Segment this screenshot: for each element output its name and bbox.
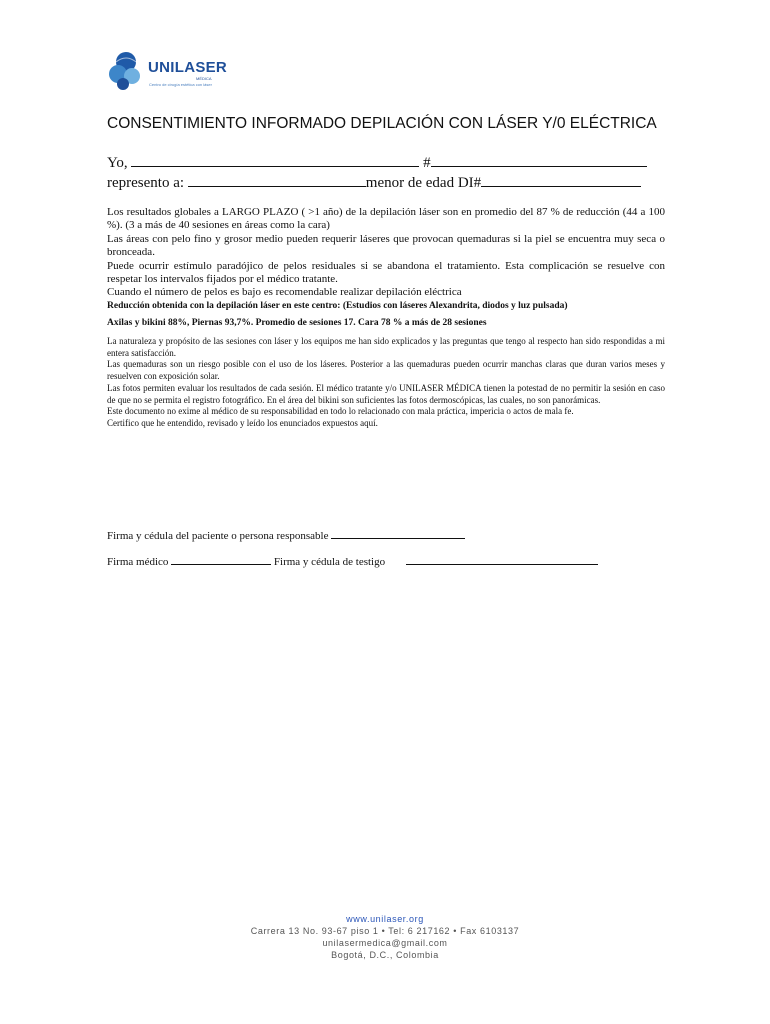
logo-sub: MÉDICA (196, 76, 212, 81)
menor-label: menor de edad DI# (365, 175, 482, 191)
paragraph-certify: Certifico que he entendido, revisado y leído los enunciados expuestos aquí. (107, 417, 378, 428)
consent-section (107, 336, 665, 430)
represento-label: represento a: (107, 175, 185, 191)
yo-label: Yo, (107, 155, 128, 171)
patient-id-field[interactable] (431, 152, 647, 167)
hash-label: # (423, 155, 431, 171)
represent-line (107, 172, 641, 192)
paragraph-liability: Este documento no exime al médico de su responsabilidad en todo lo relacionado con mala práctica, impericia o actos de mala fe. (107, 406, 574, 417)
stats-line: Axilas y bikini 88%, Piernas 93,7%. Promedio de sesiones 17. Cara 78 % a más de 28 sesiones (107, 318, 487, 328)
minor-name-field[interactable] (188, 172, 366, 187)
witness-signature-field[interactable] (406, 554, 598, 565)
footer-city: Bogotá, D.C., Colombia (331, 950, 439, 960)
footer-website-link[interactable]: www.unilaser.org (346, 914, 424, 924)
document-title: CONSENTIMIENTO INFORMADO DEPILACIÓN CON LÁSER Y/0 ELÉCTRICA (107, 115, 657, 132)
results-section (107, 206, 665, 313)
witness-signature-label: Firma y cédula de testigo (273, 556, 386, 568)
footer (0, 913, 770, 961)
paragraph-electric: Cuando el número de pelos es bajo es recomendable realizar depilación eléctrica (107, 286, 462, 299)
patient-signature-label: Firma y cédula del paciente o persona responsable (107, 530, 329, 542)
doctor-signature-field[interactable] (171, 554, 271, 565)
footer-address: Carrera 13 No. 93-67 piso 1 • Tel: 6 217162 • Fax 6103137 (250, 926, 520, 936)
globe-icon (106, 46, 150, 94)
paragraph-results: Los resultados globales a LARGO PLAZO ( >1 año) de la depilación láser son en promedio del 87 % de reducción (44 a 100 %). (3 a más de 40 sesiones en áreas como la cara) (107, 206, 665, 232)
footer-email: unilasermedica@gmail.com (322, 938, 448, 948)
minor-id-field[interactable] (481, 172, 641, 187)
patient-signature-field[interactable] (331, 528, 465, 539)
patient-name-field[interactable] (131, 152, 419, 167)
paragraph-reduction: Reducción obtenida con la depilación láser en este centro: (Estudios con láseres Alexandrita, diodos y luz pulsada) (107, 300, 568, 311)
logo-tagline: Centro de cirugía estética con láser (149, 82, 212, 87)
doctor-signature-line (107, 554, 598, 568)
patient-signature-line (107, 528, 465, 542)
paragraph-paradoxical: Puede ocurrir estímulo paradójico de pelos residuales si se abandona el tratamiento. Esta complicación se resuelve con respetar los intervalos fijados por el médico tratante. (107, 259, 665, 286)
logo-brand: UNILASER (148, 59, 228, 76)
paragraph-nature: La naturaleza y propósito de las sesiones con láser y los equipos me han sido explicados y las preguntas que tengo al respecto han sido respondidas a mi entera satisfacción. (107, 336, 665, 358)
paragraph-areas: Las áreas con pelo fino y grosor medio pueden requerir láseres que provocan quemaduras si la piel se encuentra muy seca o bronceada. (107, 232, 665, 259)
unilaser-logo (106, 46, 246, 94)
doctor-signature-label: Firma médico (107, 556, 169, 568)
patient-name-line (107, 152, 647, 172)
paragraph-burns: Las quemaduras son un riesgo posible con el uso de los láseres. Posterior a las quemaduras pueden ocurrir manchas claras que duran varios meses y resuelven con exposición solar. (107, 359, 665, 382)
paragraph-photos: Las fotos permiten evaluar los resultados de cada sesión. El médico tratante y/o UNILASER MÉDICA tienen la potestad de no permitir la sesión en caso de que no se permita el registro fotográfico. En el área del bikini son suficientes las fotos dermoscópicas, las cuales, no son panorámicas. (107, 382, 665, 405)
